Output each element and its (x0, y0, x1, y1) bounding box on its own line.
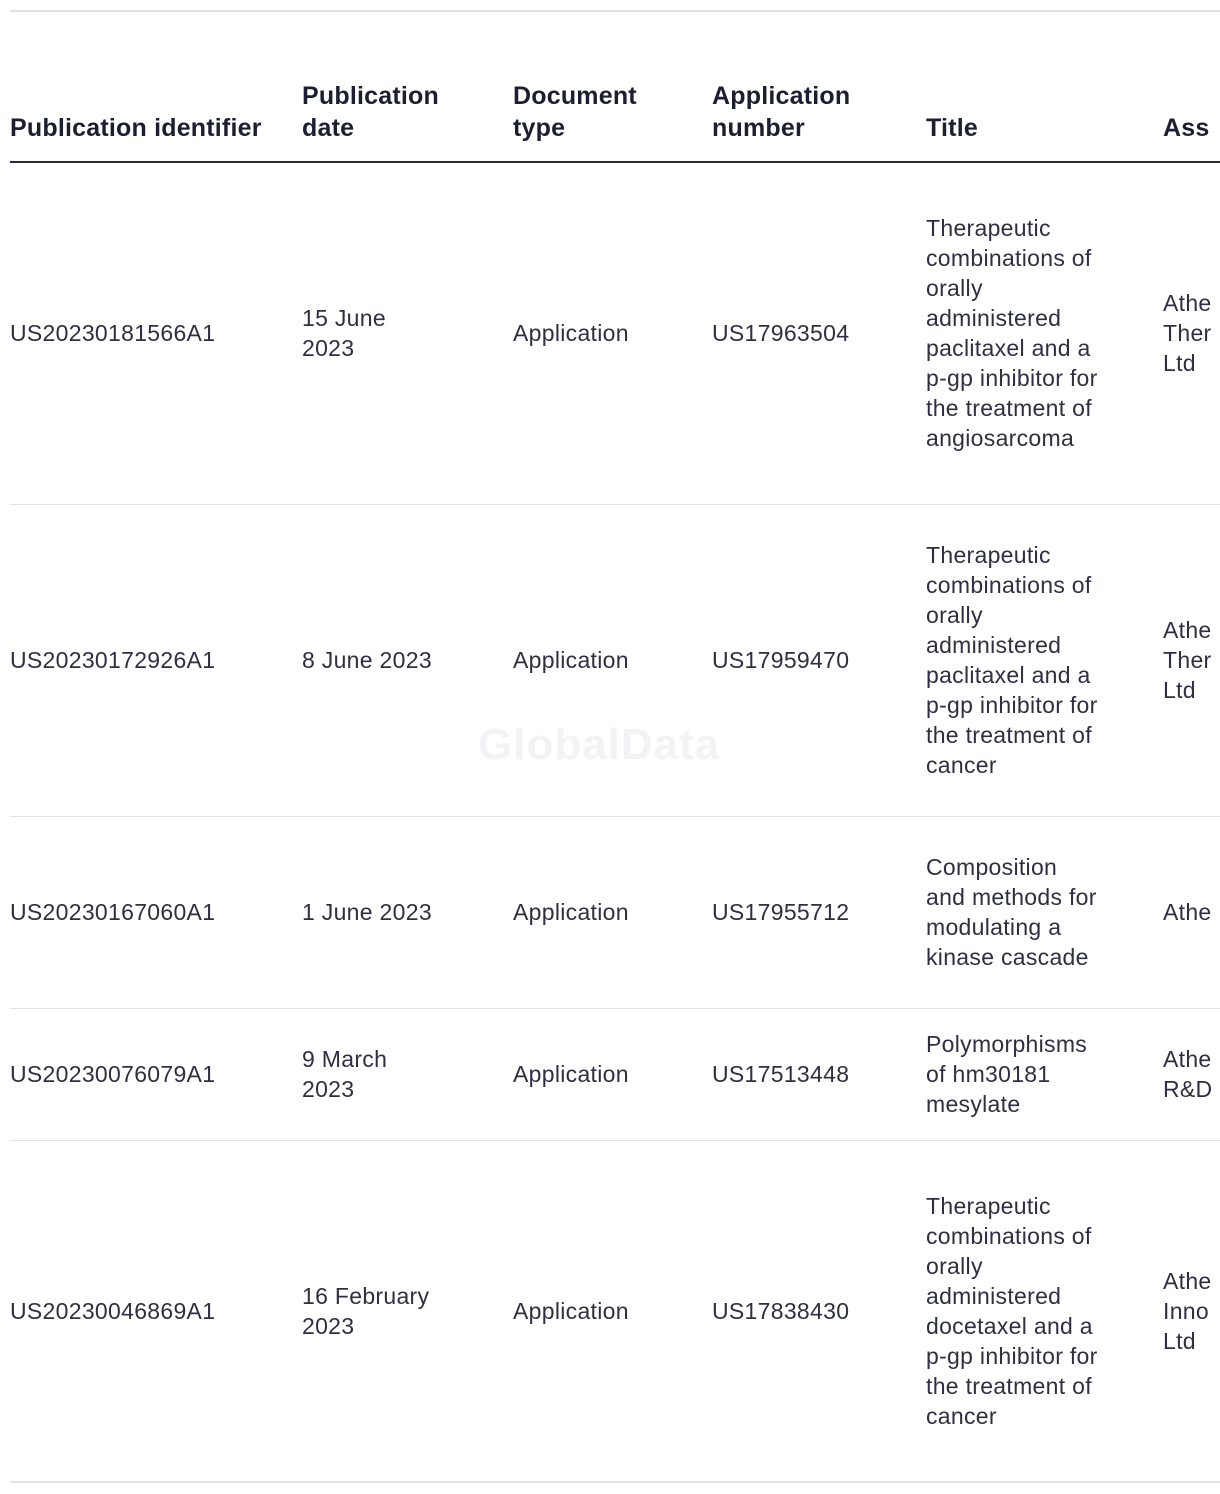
cell-document-type: Application (513, 816, 712, 1008)
header-publication-date: Publication date (302, 80, 513, 162)
cell-title (926, 1140, 1163, 1482)
table-row (10, 1140, 1220, 1482)
table-row (10, 504, 1220, 816)
cell-publication-identifier: US20230046869A1 (10, 1140, 302, 1482)
globaldata-watermark: GlobalData (478, 720, 721, 769)
table-body (10, 162, 1220, 1482)
cell-document-type: Application (513, 1140, 712, 1482)
table-row (10, 1008, 1220, 1140)
cell-assignee (1163, 1140, 1220, 1482)
assignee-text: Athe Ther Ltd (1163, 617, 1212, 703)
header-publication-identifier: Publication identifier (10, 80, 302, 162)
table-row (10, 816, 1220, 1008)
publication-date-text: 16 February 2023 (302, 1283, 430, 1339)
table-header (10, 80, 1220, 162)
patent-table-container[interactable] (10, 0, 1220, 1494)
cell-publication-date: 8 June 2023 (302, 504, 513, 816)
cell-publication-identifier: US20230076079A1 (10, 1008, 302, 1140)
cell-application-number: US17963504 (712, 162, 926, 504)
cell-application-number: US17513448 (712, 1008, 926, 1140)
header-document-type: Document type (513, 80, 712, 162)
title-text: Composition and methods for modulating a kinase cascade (926, 854, 1097, 970)
cell-document-type: Application (513, 162, 712, 504)
cell-assignee (1163, 1008, 1220, 1140)
cell-assignee (1163, 504, 1220, 816)
header-application-number: Application number (712, 80, 926, 162)
cell-publication-date (302, 162, 513, 504)
title-text: Therapeutic combinations of orally administered paclitaxel and a p-gp inhibitor for the treatment of cancer (926, 542, 1098, 778)
bottom-divider (10, 1481, 1220, 1483)
cell-publication-date: 1 June 2023 (302, 816, 513, 1008)
cell-assignee (1163, 162, 1220, 504)
cell-document-type: Application (513, 1008, 712, 1140)
title-text: Therapeutic combinations of orally administered paclitaxel and a p-gp inhibitor for the treatment of angiosarcoma (926, 215, 1098, 452)
cell-publication-identifier: US20230172926A1 (10, 504, 302, 816)
cell-title (926, 816, 1163, 1008)
cell-publication-identifier: US20230181566A1 (10, 162, 302, 504)
patent-table (10, 80, 1220, 1483)
title-text: Therapeutic combinations of orally administered docetaxel and a p-gp inhibitor for the treatment of cancer (926, 1193, 1098, 1429)
cell-publication-identifier: US20230167060A1 (10, 816, 302, 1008)
cell-application-number: US17838430 (712, 1140, 926, 1482)
cell-title (926, 1008, 1163, 1140)
header-row (10, 80, 1220, 162)
title-text: Polymorphisms of hm30181 mesylate (926, 1031, 1088, 1117)
publication-date-text: 9 March 2023 (302, 1046, 388, 1102)
assignee-text: Athe R&D (1163, 1046, 1213, 1102)
table-row (10, 162, 1220, 504)
assignee-text: Athe Inno Ltd (1163, 1268, 1212, 1354)
assignee-text: Athe (1163, 899, 1212, 925)
header-title: Title (926, 80, 1163, 162)
cell-application-number: US17955712 (712, 816, 926, 1008)
cell-assignee (1163, 816, 1220, 1008)
cell-application-number: US17959470 (712, 504, 926, 816)
cell-document-type: Application (513, 504, 712, 816)
cell-title (926, 504, 1163, 816)
publication-date-text: 15 June 2023 (302, 305, 386, 362)
header-assignee: Ass (1163, 80, 1220, 162)
cell-title (926, 162, 1163, 504)
assignee-text: Athe Ther Ltd (1163, 290, 1212, 377)
cell-publication-date (302, 1008, 513, 1140)
cell-publication-date (302, 1140, 513, 1482)
